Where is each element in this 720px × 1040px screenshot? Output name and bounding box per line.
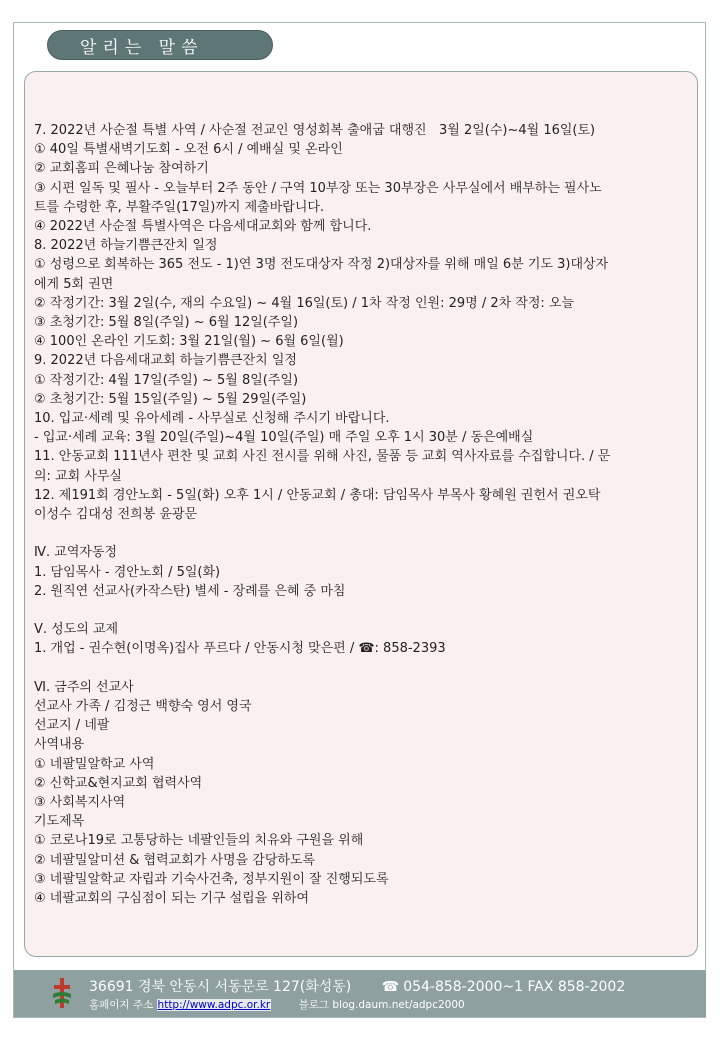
announcement-line: 11. 안동교회 111년사 편찬 및 교회 사진 전시를 위해 사진, 물품 등 교회 역사자료를 수집합니다. / 문 <box>34 449 611 465</box>
announcement-line: 선교지 / 네팔 <box>34 718 110 734</box>
announcement-line: 10. 입교·세례 및 유아세례 - 사무실로 신청해 주시기 바랍니다. <box>34 411 390 427</box>
announcement-line: ② 신학교&현지교회 협력사역 <box>34 775 203 791</box>
announcement-line: ④ 100인 온라인 기도회: 3월 21일(월) ~ 6월 6일(월) <box>34 334 344 350</box>
homepage-link[interactable]: http://www.adpc.or.kr <box>157 999 271 1011</box>
blog-address: 블로그 blog.daum.net/adpc2000 <box>298 999 465 1011</box>
footer-bar <box>14 970 706 1017</box>
announcement-line: ② 초청기간: 5월 15일(주일) ~ 5월 29일(주일) <box>34 391 307 407</box>
announcement-line: ③ 사회복지사역 <box>34 795 126 811</box>
blank-line <box>34 524 694 543</box>
church-address: 36691 경북 안동시 서동문로 127(화성동) <box>89 979 352 995</box>
announcement-line: Ⅵ. 금주의 선교사 <box>34 679 134 695</box>
church-address-line <box>89 976 625 996</box>
announcement-line: Ⅴ. 성도의 교제 <box>34 622 119 638</box>
announcement-line: 기도제목 <box>34 814 85 830</box>
announcement-line: 7. 2022년 사순절 특별 사역 / 사순절 전교인 영성회복 출애굽 대행진 3월 2일(수)~4월 16일(토) <box>34 123 596 138</box>
announcement-line: 에게 5회 권면 <box>34 276 114 292</box>
announcement-line: 이성수 김대성 전희봉 윤광문 <box>34 507 198 523</box>
blank-line <box>34 659 694 678</box>
announcement-line: ③ 초청기간: 5월 8일(주일) ~ 6월 12일(주일) <box>34 315 299 331</box>
announcement-lines <box>34 121 694 908</box>
section-title <box>47 30 273 60</box>
announcement-line: 사역내용 <box>34 737 85 753</box>
announcement-line: 12. 제191회 경안노회 - 5일(화) 오후 1시 / 안동교회 / 총대: 담임목사 부목사 황혜원 권헌서 권오탁 <box>34 487 601 503</box>
announcement-line: ② 교회홈피 은혜나눔 참여하기 <box>34 161 209 177</box>
blank-line <box>34 601 694 620</box>
announcement-line: ② 네팔밀알미션 & 협력교회가 사명을 감당하도록 <box>34 852 316 868</box>
homepage-label: 홈페이지 주소 <box>89 999 154 1011</box>
announcement-line: 1. 담임목사 - 경안노회 / 5일(화) <box>34 564 221 580</box>
announcement-line: ① 코로나19로 고통당하는 네팔인들의 치유와 구원을 위해 <box>34 833 364 849</box>
announcement-line: ④ 네팔교회의 구심점이 되는 기구 설립을 위하여 <box>34 891 310 907</box>
announcement-line: ① 40일 특별새벽기도회 - 오전 6시 / 예배실 및 온라인 <box>34 142 343 158</box>
announcement-line: ① 작정기간: 4월 17일(주일) ~ 5월 8일(주일) <box>34 372 299 388</box>
announcement-line: 1. 개업 - 권수현(이명옥)집사 푸르다 / 안동시청 맞은편 / ☎: 858-2393 <box>34 641 446 657</box>
telephone-icon: ☎ <box>381 979 400 995</box>
announcement-line: 의: 교회 사무실 <box>34 468 122 484</box>
announcement-line: Ⅳ. 교역자동정 <box>34 545 118 561</box>
phone-number: 054-858-2000~1 FAX 858-2002 <box>403 979 626 995</box>
announcement-line: ② 작정기간: 3월 2일(수, 재의 수요일) ~ 4월 16일(토) / 1차 작정 인원: 29명 / 2차 작정: 오늘 <box>34 295 575 311</box>
announcement-line: 선교사 가족 / 김정근 백향숙 영서 영국 <box>34 699 252 715</box>
announcement-line: 2. 원직연 선교사(카작스탄) 별세 - 장례를 은혜 중 마침 <box>34 583 346 599</box>
announcement-line: - 입교·세례 교육: 3월 20일(주일)~4월 10일(주일) 매 주일 오후 1시 30분 / 동은예배실 <box>34 430 534 446</box>
announcement-line: 8. 2022년 하늘기쁨큰잔치 일정 <box>34 238 218 254</box>
announcement-line: ④ 2022년 사순절 특별사역은 다음세대교회와 함께 합니다. <box>34 219 372 235</box>
web-info-line <box>89 997 465 1012</box>
announcement-line: ① 네팔밀알학교 사역 <box>34 756 155 772</box>
section-title-text: 알리는 말씀 <box>80 37 204 58</box>
announcement-line: ① 성령으로 회복하는 365 전도 - 1)연 3명 전도대상자 작정 2)대상자를 위해 매일 6분 기도 3)대상자 <box>34 257 609 273</box>
announcement-line: 9. 2022년 다음세대교회 하늘기쁨큰잔치 일정 <box>34 353 297 369</box>
church-cross-logo-icon <box>52 978 72 1010</box>
announcement-line: 트를 수령한 후, 부활주일(17일)까지 제출바랍니다. <box>34 199 325 215</box>
announcement-line: ③ 네팔밀알학교 자립과 기숙사건축, 정부지원이 잘 진행되도록 <box>34 871 389 887</box>
announcement-line: ③ 시편 일독 및 필사 - 오늘부터 2주 동안 / 구역 10부장 또는 30부장은 사무실에서 배부하는 필사노 <box>34 180 602 196</box>
